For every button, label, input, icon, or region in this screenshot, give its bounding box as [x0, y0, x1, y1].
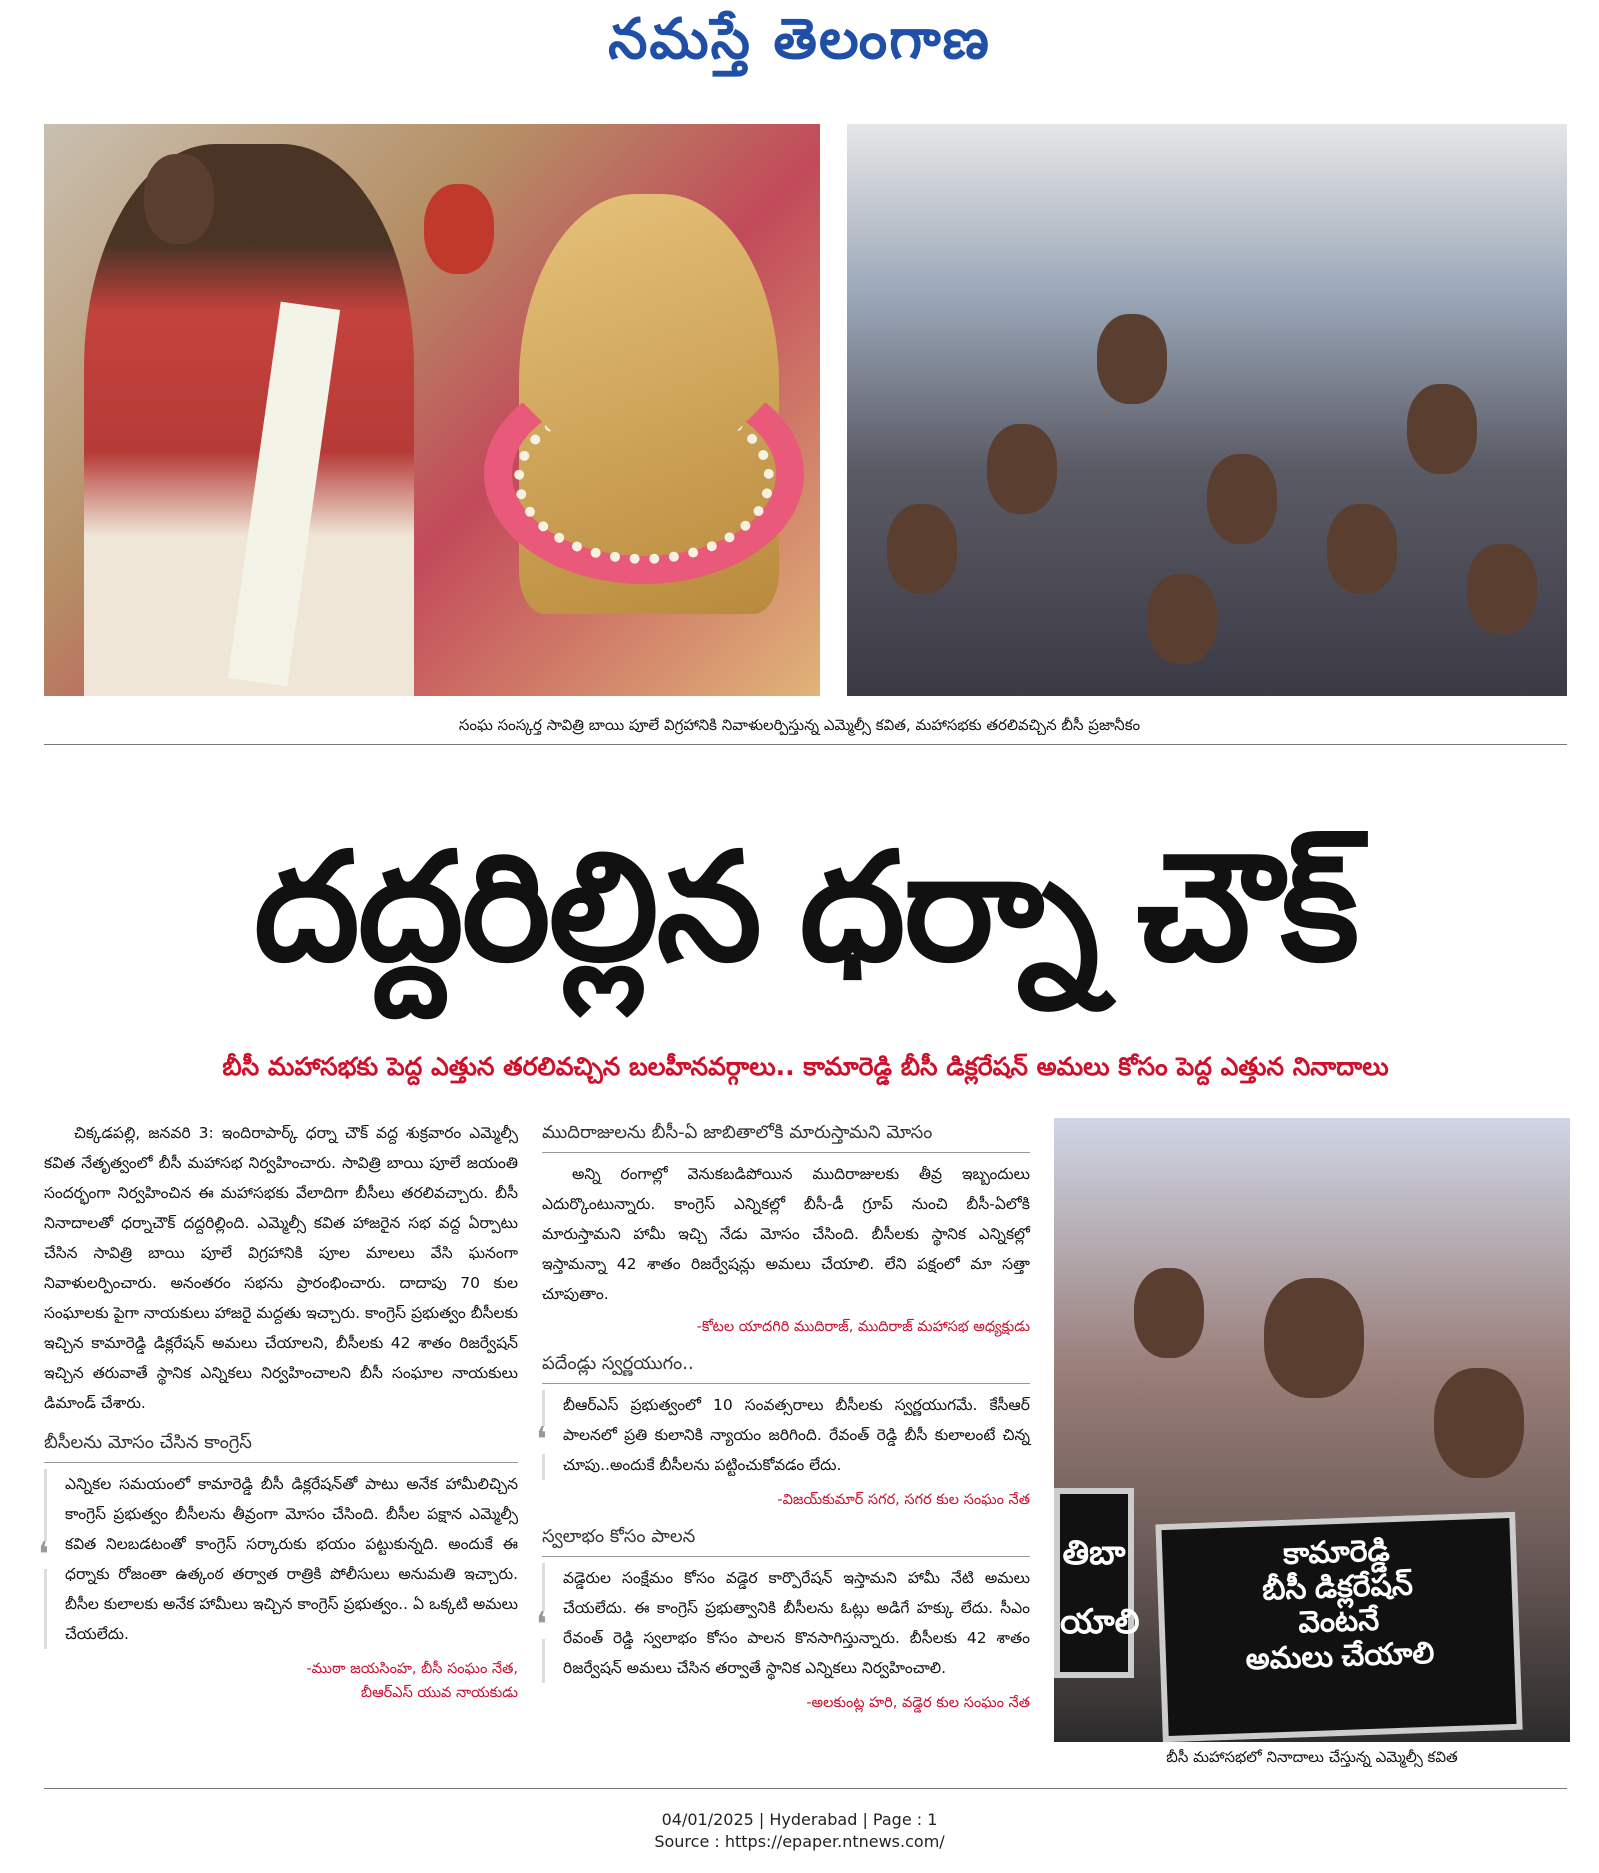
garland-jasmine: [514, 394, 774, 564]
placard-text: యాలి: [1060, 1603, 1140, 1642]
article-intro: చిక్కడపల్లి, జనవరి 3: ఇందిరాపార్క్ ధర్నా చౌక్ వద్ద శుక్రవారం ఎమ్మెల్సీ కవిత నేతృత్వంలో బీసీ మహాసభ నిర్వహించారు. సావిత్రి బాయి పూలే జయంతి సందర్భంగా నిర్వహించిన ఈ మహాసభకు వేలాదిగా బీసీలు తరలివచ్చారు. బీసీ నినాదాలతో ధర్నాచౌక్ దద్దరిల్లింది. ఎమ్మెల్సీ కవిత హాజరైన సభ వద్ద ఏర్పాటు చేసిన సావిత్రి బాయి పూలే విగ్రహానికి పూల మాలలు వేసి ఘనంగా నివాళులర్పించారు. అనంతరం సభను ప్రారంభించారు. దాదాపు 70 కుల సంఘాలకు పైగా నాయకులు హాజరై మద్దతు ఇచ్చారు. కాంగ్రెస్ ప్రభుత్వం బీసీలకు ఇచ్చిన కామారెడ్డి డిక్లరేషన్ అమలు చేయాలని, బీసీలకు 42 శాతం రిజర్వేషన్ ఇచ్చిన తరువాతే స్థానిక ఎన్నికలు నిర్వహించాలని బీసీ సంఘాల నాయకులు డిమాండ్ చేశారు.: [44, 1124, 518, 1412]
placard-line: అమలు చేయాలి: [1245, 1636, 1435, 1676]
quote-text: బీఆర్ఎస్ ప్రభుత్వంలో 10 సంవత్సరాలు బీసీలకు స్వర్ణయుగమే. కేసీఆర్ పాలనలో ప్రతి కులానికి న్యాయం జరిగింది. రేవంత్ రెడ్డి బీసీ కులాలంటే చిన్న చూపు..అందుకే బీసీలను పట్టించుకోవడం లేదు.: [563, 1396, 1030, 1474]
crowd-head: [1097, 314, 1167, 404]
masthead-title: నమస్తే తెలంగాణ: [608, 6, 991, 72]
section-heading: ముదిరాజులను బీసీ-ఏ జాబితాలోకి మారుస్తామని మోసం: [542, 1118, 1030, 1153]
headline: దద్దరిల్లిన ధర్నా చౌక్: [253, 823, 1358, 991]
crowd-head: [1207, 454, 1277, 544]
quote-attribution: -కోటల యాదగిరి ముదిరాజ్, ముదిరాజ్ మహాసభ అధ్యక్షుడు: [696, 1319, 1030, 1335]
crowd-head: [424, 184, 494, 274]
protest-placard-side: [1054, 1488, 1140, 1678]
photo-kavitha-slogans: [1054, 1118, 1570, 1742]
footer-source: Source : https://epaper.ntnews.com/: [654, 1832, 945, 1851]
quote-attribution: -విజయ్‌కుమార్ సగర, సగర కుల సంఘం నేత: [777, 1492, 1030, 1508]
placard-line: కామారెడ్డి: [1282, 1534, 1391, 1571]
crowd-head: [1434, 1368, 1524, 1478]
quote-attribution: బీఆర్ఎస్ యువ నాయకుడు: [360, 1685, 518, 1701]
quote-block: [536, 1563, 1030, 1683]
section-body: అన్ని రంగాల్లో వెనుకబడిపోయిన ముదిరాజులకు తీవ్ర ఇబ్బందులు ఎదుర్కొంటున్నారు. కాంగ్రెస్ ఎన్నికల్లో బీసీ-డీ గ్రూప్ నుంచి బీసీ-ఏలోకి మారుస్తామని హామీ ఇచ్చి నేడు మోసం చేసింది. బీసీలకు స్థానిక ఎన్నికల్లో ఇస్తామన్నా 42 శాతం రిజర్వేషన్లు అమలు చేయాలి. లేని పక్షంలో మా సత్తా చూపుతాం.: [542, 1165, 1030, 1303]
article-column-left: [38, 1118, 518, 1705]
crowd-head: [1134, 1268, 1204, 1358]
quote-attribution: -అలకుంట్ల హరి, వడ్డెర కుల సంఘం నేత: [806, 1695, 1030, 1711]
crowd-head: [1407, 384, 1477, 474]
crowd-head: [144, 154, 214, 244]
crowd-head: [1264, 1278, 1364, 1398]
crowd-head: [1147, 574, 1217, 664]
section-heading: పదేండ్లు స్వర్ణయుగం..: [542, 1349, 1030, 1384]
crowd-head: [887, 504, 957, 594]
photo-caption-top: సంఘ సంస్కర్త సావిత్రి బాయి పూలే విగ్రహానికి నివాళులర్పిస్తున్న ఎమ్మెల్సీ కవిత, మహాసభకు తరలివచ్చిన బీసీ ప్రజానీకం: [458, 716, 1141, 734]
protest-placard: [1155, 1512, 1522, 1742]
quote-text: వడ్డెరుల సంక్షేమం కోసం వడ్డెర కార్పొరేషన్ ఇస్తామని హామీ నేటి అమలు చేయలేదు. ఈ కాంగ్రెస్ ప్రభుత్వానికి బీసీలను ఓట్లు అడిగే హక్కు లేదు. సీఎం రేవంత్ రెడ్డి స్వలాభం కోసం పాలన కొనసాగిస్తున్నారు. బీసీలకు 42 శాతం రిజర్వేషన్ అమలు చేసిన తర్వాతే స్థానిక ఎన్నికలు నిర్వహించాలి.: [563, 1569, 1030, 1677]
quote-text: ఎన్నికల సమయంలో కామారెడ్డి బీసీ డిక్లరేషన్‌తో పాటు అనేక హామీలిచ్చిన కాంగ్రెస్ ప్రభుత్వం బీసీలను తీవ్రంగా మోసం చేసింది. బీసీల పక్షాన ఎమ్మెల్సీ కవిత నిలబడటంతో కాంగ్రెస్ సర్కారుకు భయం పట్టుకున్నది. అందుకే ఈ ధర్నాకు రోజంతా ఉత్కంఠ తర్వాత రాత్రికి పోలీసులు అనుమతి ఇచ్చారు. బీసీల కులాలకు అనేక హామీలు ఇచ్చిన కాంగ్రెస్ ప్రభుత్వం.. ఏ ఒక్కటి అమలు చేయలేదు.: [65, 1475, 518, 1643]
section-heading: బీసీలను మోసం చేసిన కాంగ్రెస్: [44, 1428, 518, 1463]
divider: [44, 744, 1567, 745]
quote-mark-icon: ❛: [536, 1611, 552, 1639]
crowd-head: [987, 424, 1057, 514]
placard-line: వెంటనే: [1297, 1603, 1380, 1640]
quote-attribution: -ముఠా జయసింహ, బీసీ సంఘం నేత,: [306, 1661, 518, 1677]
quote-block: [536, 1390, 1030, 1480]
photo-caption-bottom: బీసీ మహాసభలో నినాదాలు చేస్తున్న ఎమ్మెల్సీ కవిత: [1166, 1748, 1458, 1766]
divider: [44, 1788, 1567, 1789]
crowd-head: [1467, 544, 1537, 634]
crowd-head: [1327, 504, 1397, 594]
quote-mark-icon: ❛: [38, 1541, 54, 1569]
section-heading: స్వలాభం కోసం పాలన: [542, 1522, 1030, 1557]
photo-kavitha-garlanding-statue: [44, 124, 820, 696]
subheadline: బీసీ మహాసభకు పెద్ద ఎత్తున తరలివచ్చిన బలహీనవర్గాలు.. కామారెడ్డి బీసీ డిక్లరేషన్ అమలు కోసం పెద్ద ఎత్తున నినాదాలు: [222, 1052, 1389, 1081]
placard-text: తిబా: [1062, 1534, 1126, 1572]
quote-block: [38, 1469, 518, 1649]
placard-line: బీసీ డిక్లరేషన్: [1261, 1567, 1414, 1607]
footer-dateline: 04/01/2025 | Hyderabad | Page : 1: [661, 1810, 938, 1829]
article-column-middle: [536, 1118, 1030, 1715]
photo-crowd-dharna-chowk: [847, 124, 1567, 696]
quote-mark-icon: ❛: [536, 1426, 552, 1454]
